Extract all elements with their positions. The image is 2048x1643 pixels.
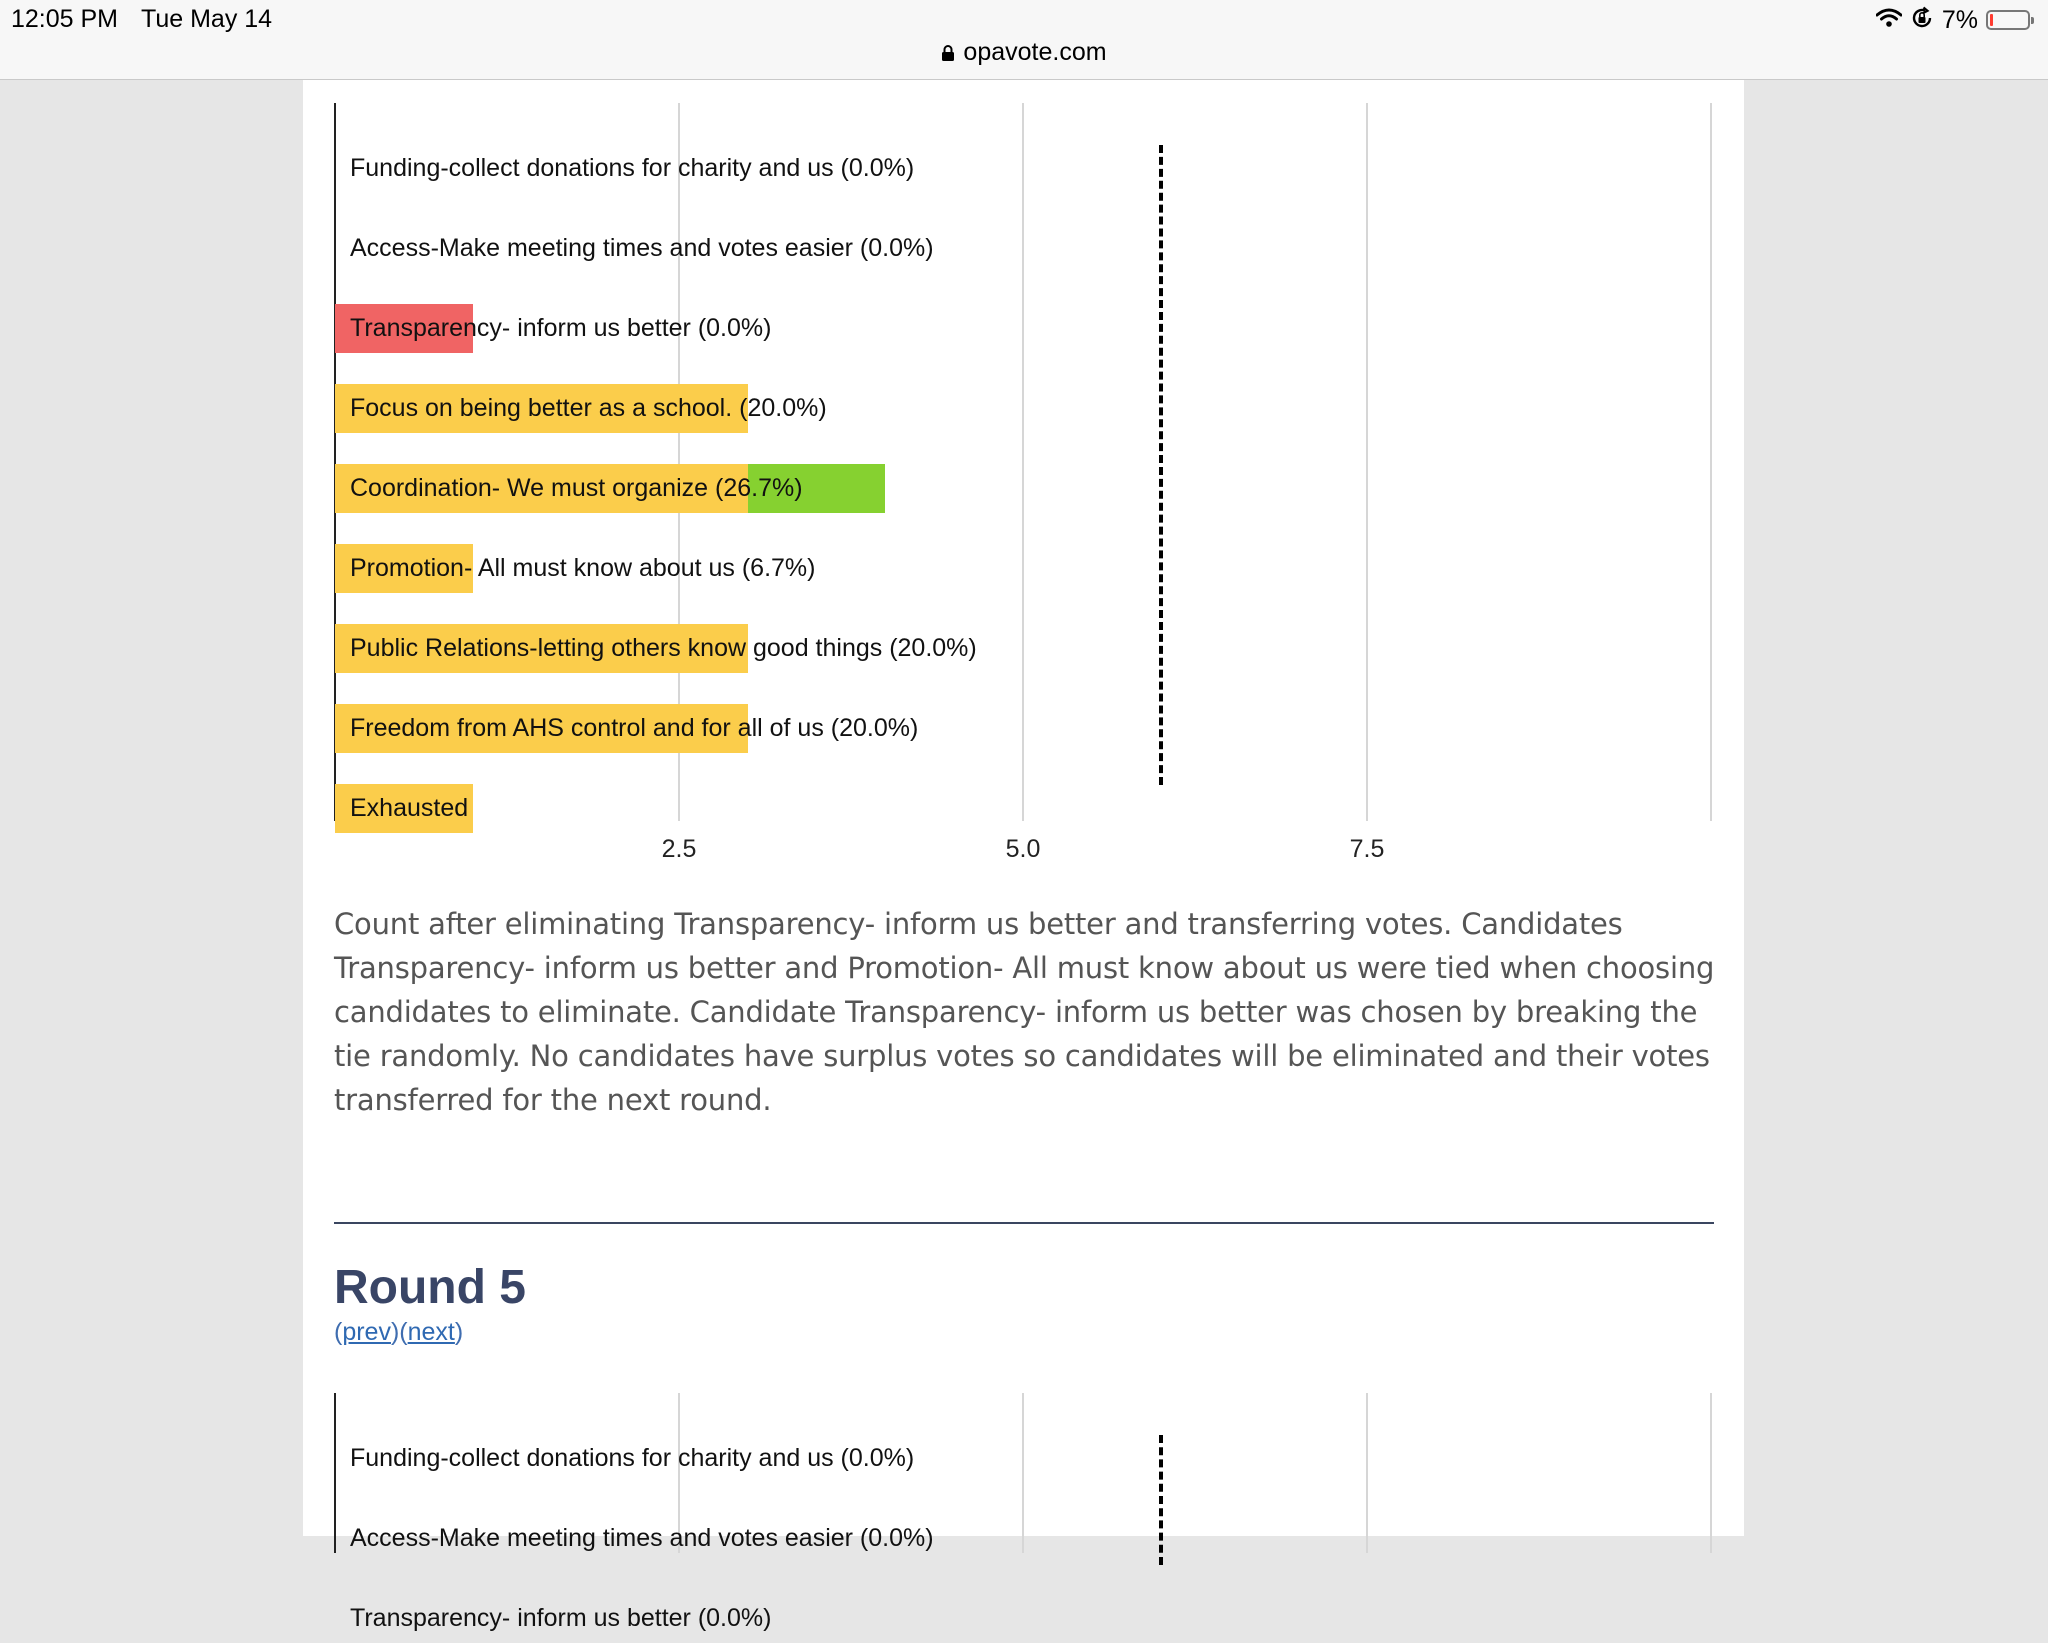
y-axis-line bbox=[334, 1393, 336, 1553]
candidate-label: Funding-collect donations for charity and us (0.0%) bbox=[350, 1443, 915, 1472]
status-time: 12:05 PM bbox=[11, 5, 119, 33]
page-content bbox=[303, 80, 1744, 1632]
candidate-label: Promotion- All must know about us (6.7%) bbox=[350, 553, 816, 582]
candidate-label: Transparency- inform us better (0.0%) bbox=[350, 313, 772, 342]
status-date: Tue May 14 bbox=[141, 5, 273, 33]
round-5-chart bbox=[303, 1393, 1744, 1632]
browser-top-bar bbox=[0, 0, 2048, 80]
threshold-line bbox=[1159, 145, 1163, 785]
wifi-icon bbox=[1876, 8, 1902, 33]
candidate-label: Focus on being better as a school. (20.0%) bbox=[350, 393, 827, 422]
status-indicators bbox=[1876, 6, 2030, 34]
x-tick-label: 5.0 bbox=[1005, 835, 1041, 863]
grid-line bbox=[1710, 103, 1712, 821]
next-link[interactable]: next bbox=[407, 1318, 455, 1346]
orientation-lock-icon bbox=[1910, 6, 1934, 35]
grid-line bbox=[1022, 103, 1024, 821]
round-description: Count after eliminating Transparency- inform us better and transferring votes. Candidates Transparency- inform us better and Promotion- All must know about us were tied when choosing candidates to eliminate. Candidate Transparency- inform us better was chosen by breaking the tie randomly. No candidates have surplus votes so candidates will be eliminated and their votes transferred for the next round. bbox=[334, 907, 1715, 1117]
x-tick-label: 7.5 bbox=[1349, 835, 1385, 863]
candidate-label: Transparency- inform us better (0.0%) bbox=[350, 1603, 772, 1632]
candidate-label: Access-Make meeting times and votes easier (0.0%) bbox=[350, 233, 934, 262]
candidate-label: Exhausted bbox=[350, 793, 469, 822]
url-bar[interactable] bbox=[0, 38, 2048, 67]
round-navigation: (prev)(next) bbox=[334, 1318, 464, 1346]
battery-icon bbox=[1986, 10, 2030, 30]
threshold-line bbox=[1159, 1435, 1163, 1565]
url-domain: opavote.com bbox=[963, 38, 1107, 66]
grid-line bbox=[1022, 1393, 1024, 1553]
prev-link[interactable]: prev bbox=[342, 1318, 391, 1346]
lock-icon bbox=[941, 44, 955, 62]
battery-percentage: 7% bbox=[1941, 5, 1978, 34]
grid-line bbox=[1366, 103, 1368, 821]
x-tick-label: 2.5 bbox=[661, 835, 697, 863]
candidate-label: Public Relations-letting others know good things (20.0%) bbox=[350, 633, 977, 662]
candidate-label: Funding-collect donations for charity and us (0.0%) bbox=[350, 153, 915, 182]
candidate-label: Coordination- We must organize (26.7%) bbox=[350, 473, 803, 502]
candidate-label: Freedom from AHS control and for all of us (20.0%) bbox=[350, 713, 919, 742]
grid-line bbox=[1710, 1393, 1712, 1553]
candidate-label: Access-Make meeting times and votes easier (0.0%) bbox=[350, 1523, 934, 1552]
round-4-chart bbox=[303, 103, 1744, 903]
round-5-heading: Round 5 bbox=[334, 1261, 526, 1314]
grid-line bbox=[1366, 1393, 1368, 1553]
section-divider bbox=[334, 1222, 1714, 1224]
